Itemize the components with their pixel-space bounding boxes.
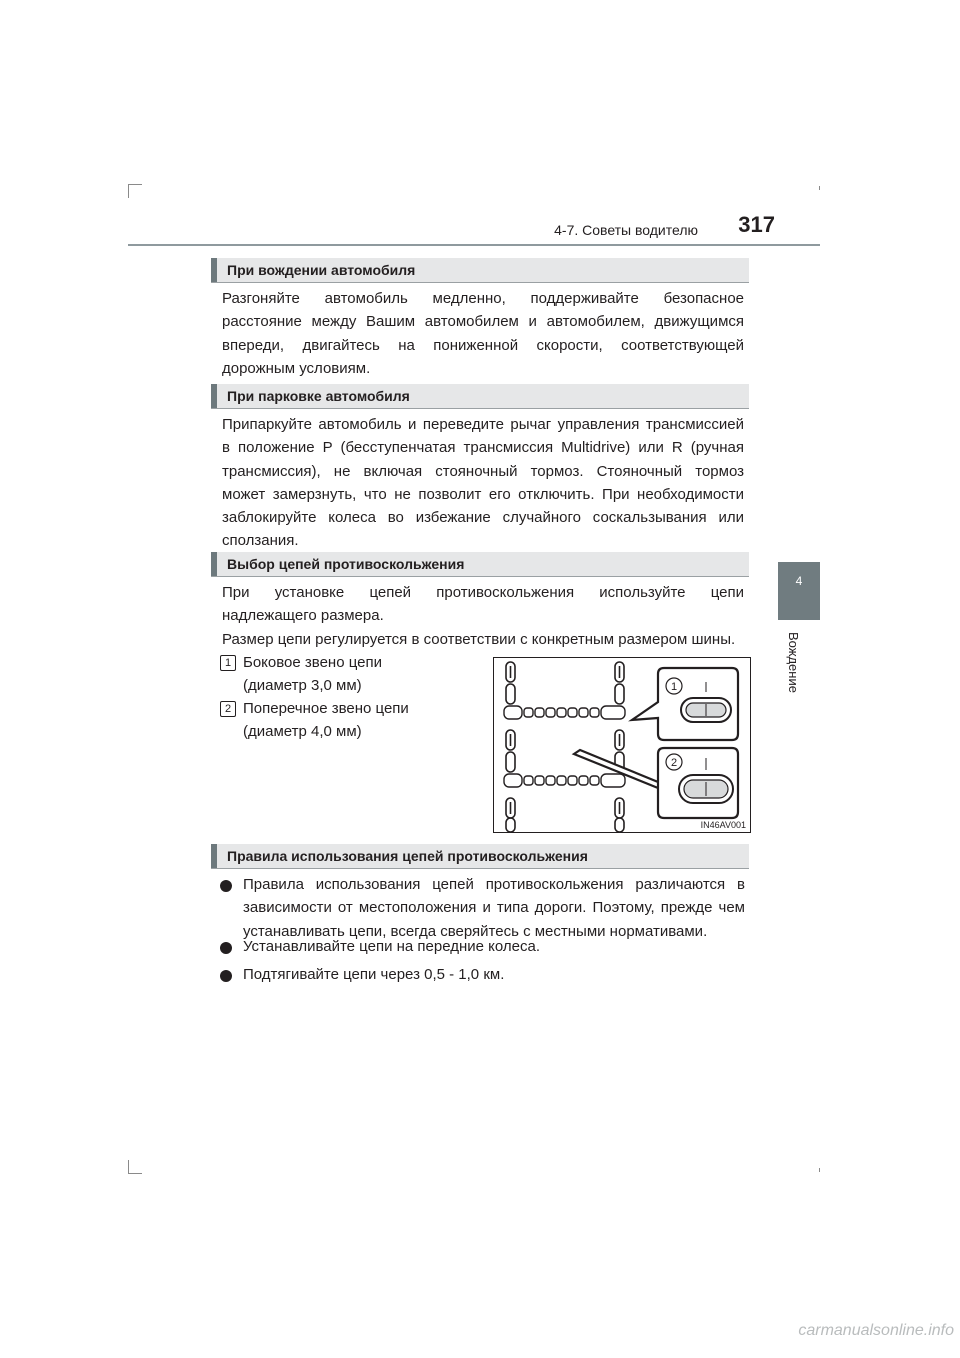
item-1-line-1: Боковое звено цепи (243, 654, 382, 671)
rules-bullet-1-line-1: Правила использования цепей противоскольжения различаются в (243, 876, 745, 893)
rules-bullet-1-line-2: зависимости от местоположения и типа дороги. Поэтому, прежде чем (243, 899, 745, 917)
section-heading-selection-text: Выбор цепей противоскольжения (227, 556, 465, 572)
parking-line-4: может замерзнуть, что не позволит его отключить. При необходимости (222, 485, 744, 503)
section-heading-parking (211, 384, 749, 409)
driving-line-1: Разгоняйте автомобиль медленно, поддерживайте безопасное (222, 290, 744, 307)
section-heading-driving (211, 258, 749, 283)
section-heading-rules (211, 844, 749, 869)
rules-bullet-1 (243, 873, 745, 943)
crop-mark-bottom-right (819, 1168, 820, 1172)
section-heading-selection (211, 552, 749, 577)
driving-paragraph (222, 287, 744, 380)
parking-paragraph (222, 413, 744, 553)
item-number-2: 2 (220, 701, 236, 717)
item-2-line-1: Поперечное звено цепи (243, 700, 409, 717)
item-1-text (243, 651, 382, 698)
page-number: 317 (738, 212, 775, 237)
section-heading-parking-text: При парковке автомобиля (227, 388, 410, 404)
chapter-tab-label: Вождение (786, 632, 801, 693)
rules-bullet-1-line-3: устанавливать цепи, всегда сверяйтесь с местными нормативами. (243, 922, 708, 940)
driving-line-4: дорожным условиям. (222, 359, 371, 377)
crop-mark-top-right (819, 186, 820, 190)
parking-line-2: в положение P (бесступенчатая трансмиссия Multidrive) или R (ручная (222, 439, 744, 457)
figure-code: IN46AV001 (700, 820, 746, 830)
figure-callout-2: 2 (670, 757, 678, 769)
section-heading-rules-text: Правила использования цепей противоскольжения (227, 848, 588, 864)
chapter-tab-label-wrap (787, 632, 801, 696)
crop-mark-top-left-horizontal (128, 184, 142, 185)
selection-line-2: надлежащего размера. (222, 607, 384, 625)
item-1-line-2: (диаметр 3,0 мм) (243, 677, 362, 695)
item-2-line-2: (диаметр 4,0 мм) (243, 723, 362, 741)
tire-chain-figure (493, 657, 751, 833)
bullet-dot-3 (220, 970, 232, 982)
parking-line-1: Припаркуйте автомобиль и переведите рычаг управления трансмиссией (222, 416, 744, 433)
rules-bullet-2-line-1: Устанавливайте цепи на передние колеса. (243, 938, 541, 955)
selection-line-1: При установке цепей противоскольжения используйте цепи (222, 584, 744, 601)
selection-paragraph (222, 581, 744, 651)
chapter-tab-number: 4 (795, 574, 803, 588)
watermark: carmanualsonline.info (798, 1322, 954, 1339)
header-section-title: 4-7. Советы водителю (554, 222, 698, 238)
parking-line-3: трансмиссия), не включая стояночный тормоз. Стояночный тормоз (222, 462, 744, 480)
parking-line-6: сползания. (222, 532, 299, 550)
rules-bullet-3-line-1: Подтягивайте цепи через 0,5 - 1,0 км. (243, 966, 505, 983)
crop-mark-bottom-left-horizontal (128, 1173, 142, 1174)
tire-chain-illustration (494, 658, 750, 832)
chapter-tab (778, 562, 820, 620)
crop-mark-bottom-left-vertical (128, 1160, 129, 1174)
rules-bullet-2 (243, 935, 745, 958)
bullet-dot-1 (220, 880, 232, 892)
header-rule (128, 244, 820, 246)
section-heading-driving-text: При вождении автомобиля (227, 262, 416, 278)
crop-mark-top-left-vertical (128, 184, 129, 198)
bullet-dot-2 (220, 942, 232, 954)
item-number-1: 1 (220, 655, 236, 671)
parking-line-5: заблокируйте колеса во избежание случайного соскальзывания или (222, 509, 744, 527)
driving-line-2: расстояние между Вашим автомобилем и автомобилем, движущимся (222, 313, 744, 331)
figure-callout-1: 1 (670, 681, 678, 693)
item-2-text (243, 697, 409, 744)
rules-bullet-3 (243, 963, 745, 986)
selection-line-3: Размер цепи регулируется в соответствии с конкретным размером шины. (222, 630, 736, 648)
driving-line-3: впереди, двигайтесь на пониженной скорости, соответствующей (222, 336, 744, 354)
